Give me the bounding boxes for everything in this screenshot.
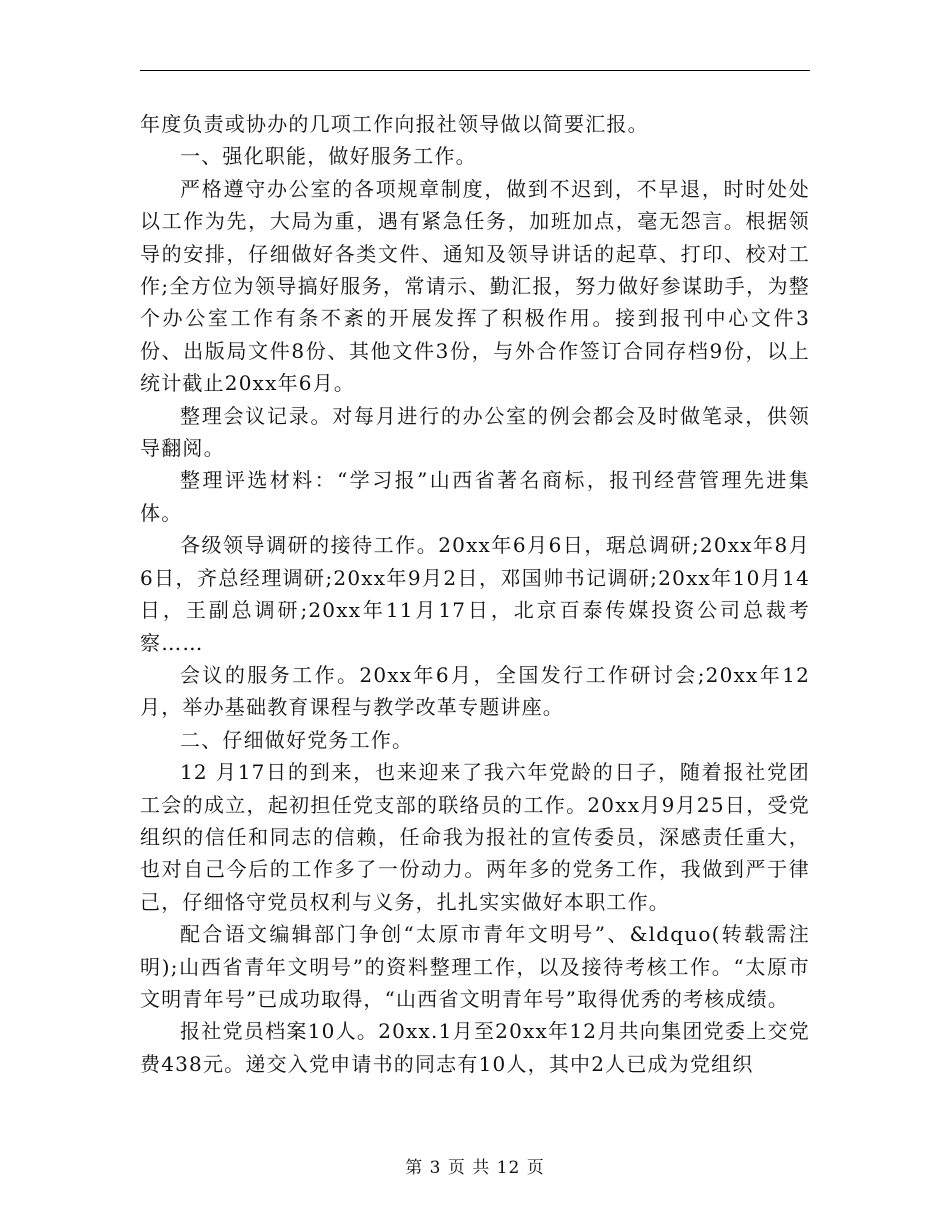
document-body [140, 108, 810, 1080]
paragraph: 配合语文编辑部门争创“太原市青年文明号”、&ldquo(转载需注明);山西省青年文明号”的资料整理工作，以及接待考核工作。“太原市文明青年号”已成功取得，“山西省文明青年号”取得优秀的考核成绩。 [140, 922, 810, 1011]
page-number-footer: 第 3 页 共 12 页 [405, 1158, 545, 1178]
paragraph: 整理会议记录。对每月进行的办公室的例会都会及时做笔录，供领导翻阅。 [140, 403, 810, 461]
paragraph: 12 月17日的到来，也来迎来了我六年党龄的日子，随着报社党团工会的成立，起初担任党支部的联络员的工作。20xx月9月25日，受党组织的信任和同志的信赖，任命我为报社的宣传委员，深感责任重大，也对自己今后的工作多了一份动力。两年多的党务工作，我做到严于律己，仔细恪守党员权利与义务，扎扎实实做好本职工作。 [140, 760, 810, 914]
paragraph: 报社党员档案10人。20xx.1月至20xx年12月共向集团党委上交党费438元。递交入党申请书的同志有10人，其中2人已成为党组织 [140, 1019, 810, 1076]
paragraph: 会议的服务工作。20xx年6月，全国发行工作研讨会;20xx年12月，举办基础教育课程与教学改革专题讲座。 [140, 662, 810, 720]
paragraph: 各级领导调研的接待工作。20xx年6月6日，琚总调研;20xx年8月6日，齐总经理调研;20xx年9月2日，邓国帅书记调研;20xx年10月14日，王副总调研;20xx年11月17日，北京百泰传媒投资公司总裁考察…… [140, 533, 810, 655]
paragraph: 严格遵守办公室的各项规章制度，做到不迟到，不早退，时时处处以工作为先，大局为重，遇有紧急任务，加班加点，毫无怨言。根据领导的安排，仔细做好各类文件、通知及领导讲话的起草、打印、校对工作;全方位为领导搞好服务，常请示、勤汇报，努力做好参谋助手，为整个办公室工作有条不紊的开展发挥了积极作用。接到报刊中心文件3份、出版局文件8份、其他文件3份，与外合作签订合同存档9份，以上统计截止20xx年6月。 [140, 176, 810, 396]
section-heading: 二、仔细做好党务工作。 [180, 727, 414, 752]
paragraph: 年度负责或协办的几项工作向报社领导做以简要汇报。 [140, 112, 649, 136]
header-rule [140, 70, 810, 71]
paragraph: 整理评选材料：“学习报”山西省著名商标，报刊经营管理先进集体。 [140, 468, 810, 525]
section-heading: 一、强化职能，做好服务工作。 [180, 144, 477, 169]
